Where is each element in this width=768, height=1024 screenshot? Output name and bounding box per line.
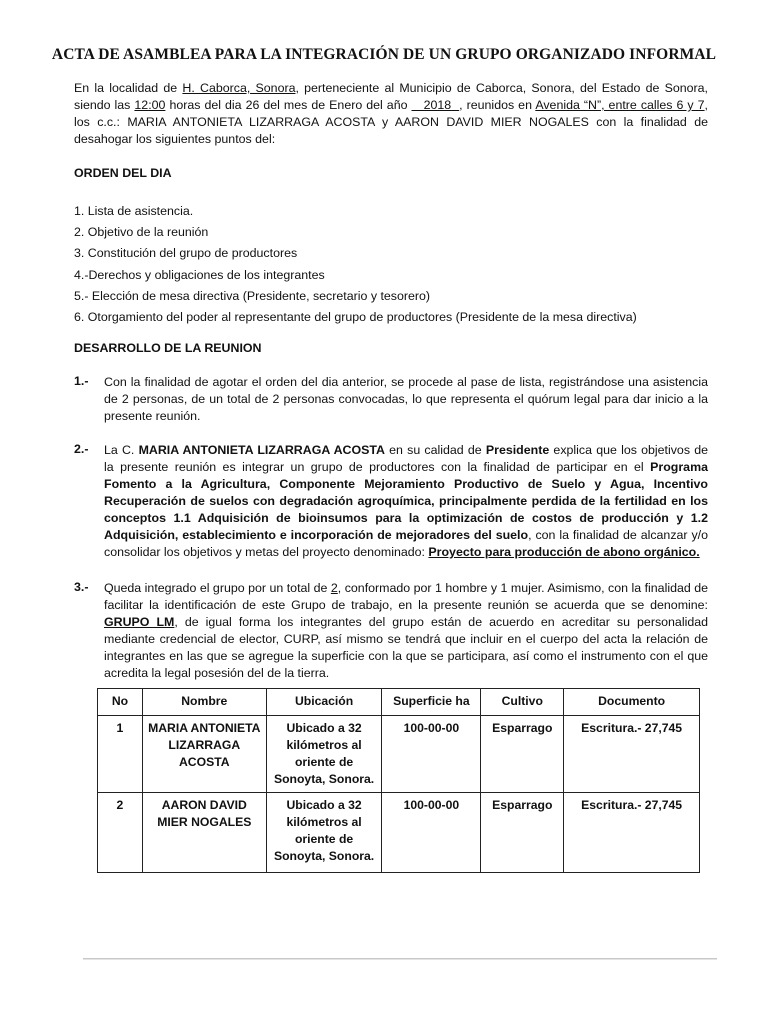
table-row — [98, 793, 700, 873]
header-cultivo: Cultivo — [481, 689, 564, 716]
orden-item: 3. Constitución del grupo de productores — [74, 246, 298, 261]
header-nombre: Nombre — [142, 689, 266, 716]
cell-no: 1 — [98, 716, 143, 793]
table-row — [98, 716, 700, 793]
cell-cultivo: Esparrago — [481, 793, 564, 873]
item-number: 2.- — [74, 442, 89, 456]
document-title: ACTA DE ASAMBLEA PARA LA INTEGRACIÓN DE UN GRUPO ORGANIZADO INFORMAL — [51, 46, 717, 63]
orden-item: 4.-Derechos y obligaciones de los integrantes — [74, 267, 325, 282]
group-total: 2 — [330, 581, 338, 595]
orden-item: 2. Objetivo de la reunión — [74, 225, 209, 240]
locality: H. Caborca, Sonora — [182, 81, 296, 95]
cell-superficie: 100-00-00 — [382, 716, 481, 793]
orden-item: 5.- Elección de mesa directiva (Presidente, secretario y tesorero) — [74, 288, 431, 303]
header-superficie: Superficie ha — [382, 689, 481, 716]
cell-no: 2 — [98, 793, 143, 873]
project-name: Proyecto para producción de abono orgánico. — [428, 545, 700, 559]
president-role: Presidente — [485, 443, 550, 457]
program-name: Programa Fomento a la Agricultura, Componente Mejoramiento Productivo de Suelo y Agua, Incentivo Recuperación de suelos con degradación agroquímica, principalmente perdida de la fertilidad en los conceptos 1.1 Adquisición de bioinsumos para la optimización de costos de producción y 1.2 Adquisición, establecimiento e incorporación de mejoradores del suelo — [104, 460, 708, 542]
meeting-time: 12:00 — [134, 98, 166, 112]
orden-list — [74, 201, 637, 328]
page-divider — [83, 958, 717, 960]
cell-nombre: MARIA ANTONIETA LIZARRAGA ACOSTA — [142, 716, 266, 793]
cell-ubicacion: Ubicado a 32 kilómetros al oriente de Sonoyta, Sonora. — [266, 793, 382, 873]
cell-nombre: AARON DAVID MIER NOGALES — [142, 793, 266, 873]
group-name: GRUPO LM — [104, 615, 175, 629]
intro-paragraph: En la localidad de H. Caborca, Sonora, perteneciente al Municipio de Caborca, Sonora, del Estado de Sonora, siendo las 12:00 horas del dia 26 del mes de Enero del año 2018 , reunidos en Avenida “N”, entre calles 6 y 7, los c.c.: MARIA ANTONIETA LIZARRAGA ACOSTA y AARON DAVID MIER NOGALES con la finalidad de desahogar los siguientes puntos del: — [74, 81, 709, 146]
cell-ubicacion: Ubicado a 32 kilómetros al oriente de Sonoyta, Sonora. — [266, 716, 382, 793]
item-3-text: Queda integrado el grupo por un total de 2, conformado por 1 hombre y 1 mujer. Asimismo, con la finalidad de facilitar la identificación de este Grupo de trabajo, en la presente reunión se acuerda que se denomine: GRUPO LM, de igual forma los integrantes del grupo están de acuerdo en acreditar su personalidad mediante credencial de elector, CURP, así mismo se tendrá que incluir en el cuerpo del acta la relación de integrantes en las que se agregue la superficie con la que se participara, así como el instrumento con el que acredita la legal posesión del de la tierra. — [104, 581, 708, 680]
cell-documento: Escritura.- 27,745 — [564, 716, 700, 793]
meeting-address: Avenida “N”, entre calles 6 y 7 — [535, 98, 705, 112]
header-no: No — [98, 689, 143, 716]
header-ubicacion: Ubicación — [266, 689, 382, 716]
item-2-text: La C. MARIA ANTONIETA LIZARRAGA ACOSTA en su calidad de Presidente explica que los objetivos de la presente reunión es integrar un grupo de productores con la finalidad de participar en el Programa Fomento a la Agricultura, Componente Mejoramiento Productivo de Suelo y Agua, Incentivo Recuperación de suelos con degradación agroquímica, principalmente perdida de la fertilidad en los conceptos 1.1 Adquisición de bioinsumos para la optimización de costos de producción y 1.2 Adquisición, establecimiento e incorporación de mejoradores del suelo, con la finalidad de alcanzar y/o consolidar los objetivos y metas del proyecto denominado: Proyecto para producción de abono orgánico. — [104, 443, 708, 559]
members-table — [97, 688, 700, 873]
orden-heading: ORDEN DEL DIA — [74, 166, 172, 180]
table-header-row — [98, 689, 700, 716]
orden-item: 6. Otorgamiento del poder al representante del grupo de productores (Presidente de la mesa directiva) — [74, 310, 637, 325]
cell-documento: Escritura.- 27,745 — [564, 793, 700, 873]
president-name: MARIA ANTONIETA LIZARRAGA ACOSTA — [138, 443, 385, 457]
item-number: 1.- — [74, 374, 89, 388]
orden-item: 1. Lista de asistencia. — [74, 204, 194, 218]
desarrollo-heading: DESARROLLO DE LA REUNION — [74, 341, 262, 355]
meeting-year: 2018 — [411, 98, 460, 112]
item-1-text: Con la finalidad de agotar el orden del dia anterior, se procede al pase de lista, registrándose una asistencia de 2 personas, de un total de 2 personas convocadas, lo que representa el quórum legal para dar inicio a la presente reunión. — [104, 375, 708, 423]
cell-cultivo: Esparrago — [481, 716, 564, 793]
cell-superficie: 100-00-00 — [382, 793, 481, 873]
header-documento: Documento — [564, 689, 700, 716]
item-number: 3.- — [74, 580, 89, 594]
